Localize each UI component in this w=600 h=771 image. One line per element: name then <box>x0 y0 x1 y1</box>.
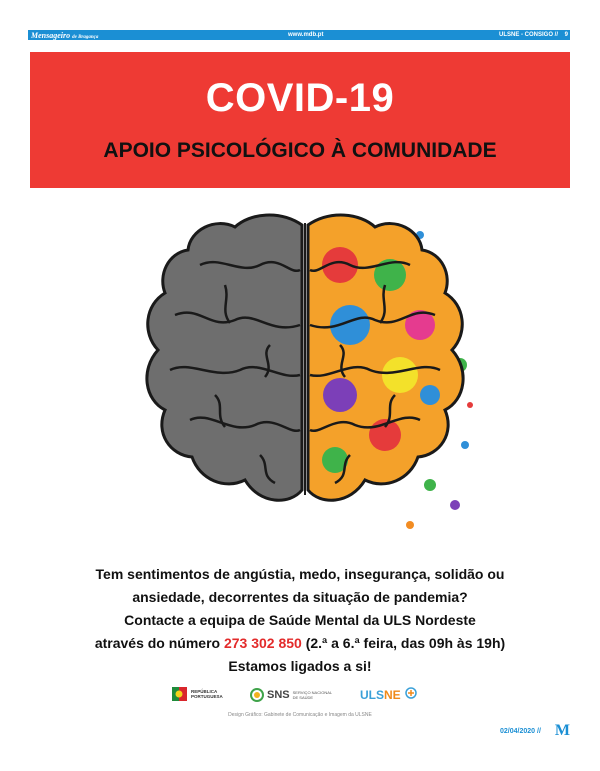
page-footer <box>500 722 570 740</box>
design-credit: Design Gráfico: Gabinete de Comunicação e Imagem da ULSNE <box>228 712 372 718</box>
message-line: Estamos ligados a si! <box>228 658 372 674</box>
banner-subtitle: APOIO PSICOLÓGICO À COMUNIDADE <box>103 139 497 162</box>
message-line: Tem sentimentos de angústia, medo, insegurança, solidão ou <box>95 566 505 582</box>
phone-number[interactable]: 273 302 850 <box>223 635 302 651</box>
message-line: através do número 273 302 850 (2.ª a 6.ª feira, das 09h às 19h) <box>94 635 506 651</box>
message-line: Contacte a equipa de Saúde Mental da ULS Nordeste <box>124 612 476 628</box>
newspaper-header-bar <box>28 30 570 40</box>
footer-logo-mark: M <box>554 722 570 739</box>
newspaper-brand: Mensageiro de Bragança <box>31 30 99 40</box>
message-line: ansiedade, decorrentes da situação de pandemia? <box>132 589 468 605</box>
banner-title: COVID-19 <box>205 76 395 120</box>
republica-portuguesa-logo: REPÚBLICA PORTUGUESA <box>172 686 223 702</box>
ulsne-logo: ULSNE <box>360 686 417 704</box>
brain-left-hemisphere <box>147 215 302 500</box>
footer-date: 02/04/2020 // <box>500 727 541 735</box>
brain-illustration <box>130 205 480 545</box>
help-message <box>40 563 560 678</box>
sns-icon <box>250 688 264 702</box>
header-url: www.mdb.pt <box>288 32 324 38</box>
ulsne-cross-icon <box>405 687 417 699</box>
page-number: 9 <box>564 32 568 38</box>
covid-banner <box>30 52 570 188</box>
header-section: ULSNE - CONSIGO // <box>498 32 558 38</box>
sns-logo: SNS SERVIÇO NACIONAL DE SAÚDE <box>250 688 332 702</box>
republica-emblem-icon <box>172 686 188 702</box>
